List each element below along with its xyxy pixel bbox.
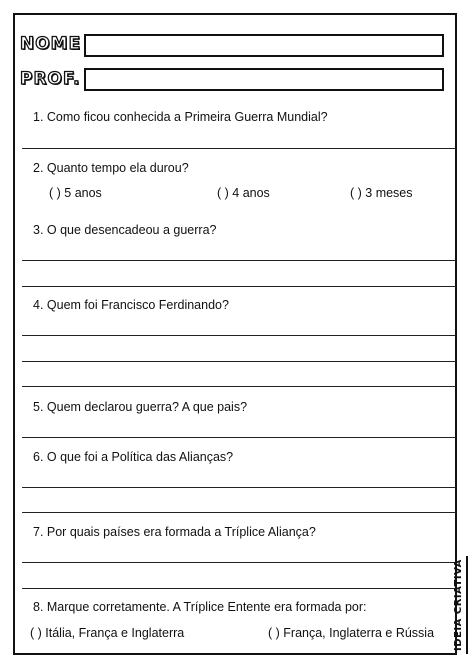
teacher-label: PROF.	[20, 69, 81, 89]
question-5: 5. Quem declarou guerra? A que pais?	[33, 400, 248, 414]
answer-line[interactable]	[22, 361, 456, 362]
answer-line[interactable]	[22, 335, 456, 336]
question-3: 3. O que desencadeou a guerra?	[33, 223, 217, 237]
option-3-meses[interactable]: ( ) 3 meses	[350, 186, 413, 200]
answer-line[interactable]	[22, 148, 456, 149]
answer-line[interactable]	[22, 512, 456, 513]
brand-bar	[466, 556, 468, 654]
question-1: 1. Como ficou conhecida a Primeira Guerra Mundial?	[33, 110, 328, 124]
answer-line[interactable]	[22, 487, 456, 488]
answer-line[interactable]	[22, 286, 456, 287]
name-label: NOME	[20, 34, 82, 54]
answer-line[interactable]	[22, 386, 456, 387]
question-6: 6. O que foi a Política das Alianças?	[33, 450, 234, 464]
brand-logo	[450, 556, 468, 654]
option-5-anos[interactable]: ( ) 5 anos	[49, 186, 102, 200]
name-field[interactable]	[84, 34, 444, 57]
answer-line[interactable]	[22, 260, 456, 261]
option-italia-franca-inglaterra[interactable]: ( ) Itália, França e Inglaterra	[30, 626, 185, 640]
question-4: 4. Quem foi Francisco Ferdinando?	[33, 298, 229, 312]
teacher-field[interactable]	[84, 68, 444, 91]
brand-text: IDEIA CRIATIVA	[453, 559, 464, 651]
answer-line[interactable]	[22, 437, 456, 438]
option-franca-inglaterra-russia[interactable]: ( ) França, Inglaterra e Rússia	[268, 626, 435, 640]
question-8: 8. Marque corretamente. A Tríplice Entente era formada por:	[33, 600, 367, 614]
option-4-anos[interactable]: ( ) 4 anos	[217, 186, 270, 200]
question-7: 7. Por quais países era formada a Tríplice Aliança?	[33, 525, 316, 539]
question-2: 2. Quanto tempo ela durou?	[33, 161, 189, 175]
answer-line[interactable]	[22, 562, 456, 563]
answer-line[interactable]	[22, 588, 456, 589]
